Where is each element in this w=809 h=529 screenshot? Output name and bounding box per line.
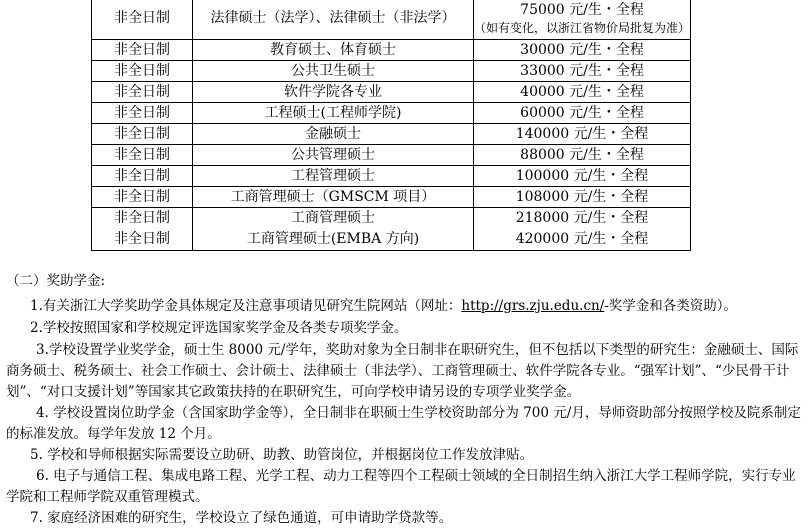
paragraph-1 [30, 296, 809, 317]
program-cell: 工程管理硕士 [193, 166, 474, 187]
table-row [92, 208, 691, 251]
fee-cell [474, 145, 691, 166]
program-cell: 公共管理硕士 [193, 145, 474, 166]
fee-value: 33000 元/生・全程 [520, 62, 644, 79]
section-heading: （二）奖助学金: [6, 273, 106, 289]
fee-value: 40000 元/生・全程 [520, 83, 644, 100]
table-row [92, 124, 691, 145]
paragraph-7: 7. 家庭经济困难的研究生，学校设立了绿色通道，可申请助学贷款等。 [30, 510, 453, 526]
study-type-cell [92, 208, 193, 251]
fee-value: 30000 元/生・全程 [520, 41, 644, 58]
table-row [92, 82, 691, 103]
paragraph-1-text: 1.有关浙江大学奖助学金具体规定及注意事项请见研究生院网站（网址： [30, 298, 462, 314]
fee-cell [474, 82, 691, 103]
paragraph-4: 4. 学校设置岗位助学金（含国家助学金等），全日制非在职硕士生学校资助部分为 700 元/月，导师资助部分按照学校及院系制定的标准发放。每学年发放 12 个月。 [6, 405, 801, 442]
study-type-cell: 非全日制 [92, 187, 193, 208]
study-type-cell: 非全日制 [92, 124, 193, 145]
table-row [92, 166, 691, 187]
study-type-text: 非全日制 [114, 231, 170, 247]
fee-value: 218000 元/生・全程 [515, 210, 649, 226]
fee-value: 88000 元/生・全程 [520, 146, 644, 163]
paragraph-1-tail: -奖学金和各类资助）。 [604, 298, 738, 314]
paragraph-6: 6. 电子与通信工程、集成电路工程、光学工程、动力工程等四个工程硕士领域的全日制招生纳入浙江大学工程师学院，实行专业学院和工程师学院双重管理模式。 [6, 468, 796, 505]
fee-cell [474, 40, 691, 61]
study-type-cell: 非全日制 [92, 40, 193, 61]
fee-cell [474, 0, 691, 40]
table-row [92, 40, 691, 61]
table-row [92, 145, 691, 166]
fee-cell [474, 103, 691, 124]
fee-value: 60000 元/生・全程 [520, 104, 644, 121]
study-type-cell: 非全日制 [92, 103, 193, 124]
fee-cell [474, 61, 691, 82]
fee-value: 420000 元/生・全程 [515, 231, 649, 247]
program-cell: 金融硕士 [193, 124, 474, 145]
fee-cell [474, 187, 691, 208]
paragraph-3: 3.学校设置学业奖学金，硕士生 8000 元/学年，奖助对象为全日制非在职研究生，但不包括以下类型的研究生：金融硕士、国际商务硕士、税务硕士、社会工作硕士、会计硕士、法律硕士（非法学）、工商管理硕士、软件学院各专业。“强军计划”、“少民骨干计划”、“对口支援计划”等国家其它政策扶持的在职研究生，可向学校申请另设的专项学业奖学金。 [6, 342, 799, 400]
fee-note: （如有变化，以浙江省物价局批复为准） [474, 21, 691, 35]
program-cell: 教育硕士、体育硕士 [193, 40, 474, 61]
study-type-cell: 非全日制 [92, 82, 193, 103]
program-cell: 工程硕士(工程师学院) [193, 103, 474, 124]
fee-value: 140000 元/生・全程 [515, 125, 649, 142]
table-row [92, 0, 691, 40]
paragraph-2: 2.学校按照国家和学校规定评选国家奖学金及各类专项奖学金。 [30, 320, 408, 336]
fee-value: 108000 元/生・全程 [515, 188, 649, 205]
table-row [92, 61, 691, 82]
fee-cell [474, 124, 691, 145]
program-text: 工商管理硕士 [291, 210, 375, 226]
program-cell: 公共卫生硕士 [193, 61, 474, 82]
fee-table [91, 0, 691, 251]
study-type-cell: 非全日制 [92, 0, 193, 40]
program-cell: 软件学院各专业 [193, 82, 474, 103]
program-cell: 法律硕士（法学）、法律硕士（非法学） [193, 0, 474, 40]
study-type-cell: 非全日制 [92, 145, 193, 166]
study-type-cell: 非全日制 [92, 61, 193, 82]
study-type-cell: 非全日制 [92, 166, 193, 187]
grs-website-link[interactable]: http://grs.zju.edu.cn/ [461, 298, 605, 314]
fee-cell [474, 166, 691, 187]
table-row [92, 187, 691, 208]
fee-cell [474, 208, 691, 251]
program-cell [193, 208, 474, 251]
study-type-text: 非全日制 [114, 210, 170, 226]
fee-value: 100000 元/生・全程 [515, 167, 649, 184]
fee-value: 75000 元/生・全程 [520, 2, 644, 18]
program-cell: 工商管理硕士（GMSCM 项目） [193, 187, 474, 208]
table-row [92, 103, 691, 124]
program-text: 工商管理硕士(EMBA 方向) [246, 231, 420, 247]
paragraph-5: 5. 学校和导师根据实际需要设立助研、助教、助管岗位，并根据岗位工作发放津贴。 [30, 447, 534, 463]
